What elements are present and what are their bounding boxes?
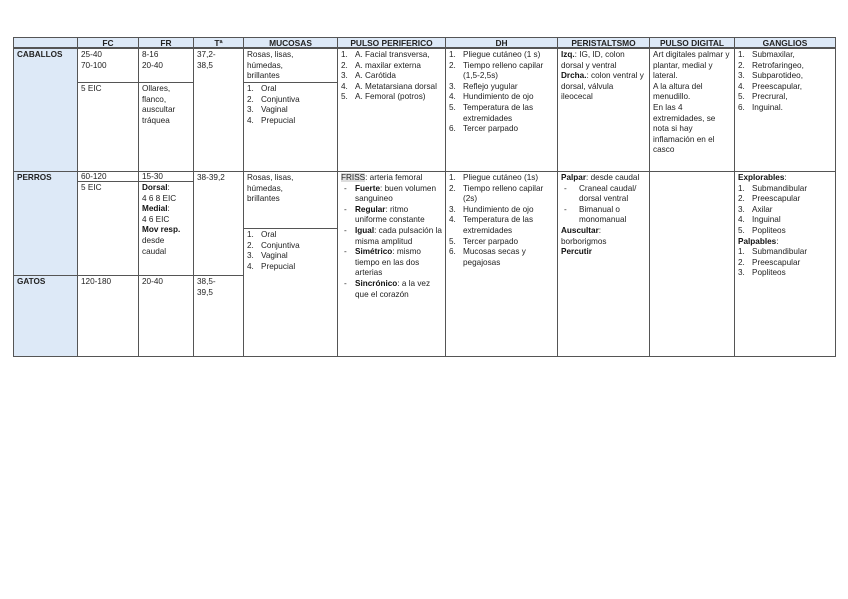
caballos-mucosas-desc	[243, 48, 338, 83]
list-item: 3. Popliteos	[738, 268, 786, 278]
text-line: Percutir	[561, 247, 592, 257]
header-dh: DH	[445, 37, 558, 48]
perros-fr: 15-30	[138, 171, 194, 182]
text-line: 4 6 8 EIC	[142, 193, 177, 203]
list-item: 4. Prepucial	[247, 261, 296, 271]
fr-value: 20-40	[142, 60, 163, 70]
caballos-peristaltismo	[557, 48, 650, 172]
text-line: En las 4 extremidades, se nota si hay inflamación en el casco	[653, 102, 716, 155]
perros-pulso-periferico	[337, 171, 446, 357]
list-item: 4. Hundimiento de ojo	[449, 92, 534, 102]
text-line: Izq.: IG, ID, colon dorsal y ventral	[561, 50, 625, 70]
text-line: 4 6 EIC	[142, 214, 170, 224]
header-pulso-periferico: PULSO PERIFERICO	[337, 37, 446, 48]
list-item: 1. Oral	[247, 84, 277, 93]
list-item: 3. Subparotideo,	[738, 71, 803, 81]
list-item: 1. A. Facial transversa,	[341, 50, 430, 59]
list-item: 3. Hundimiento de ojo	[449, 204, 534, 214]
species-perros: PERROS	[13, 171, 78, 276]
header-pulso-digital: PULSO DIGITAL	[649, 37, 735, 48]
list-item: 3. Vaginal	[247, 251, 288, 261]
text-line: Palpar: desde caudal	[561, 173, 640, 182]
list-item: 2. Tiempo relleno capilar (2s)	[449, 183, 544, 204]
caballos-pulso-periferico	[337, 48, 446, 172]
list-item: 1. Submandibular	[738, 183, 808, 193]
list-item: 3. Axilar	[738, 204, 773, 214]
list-item: 2. Retrofaringeo,	[738, 60, 804, 70]
caballos-pulso-digital	[649, 48, 735, 172]
list-item: 1. Pliegue cutáneo (1s)	[449, 173, 539, 182]
perros-fc-location: 5 EIC	[77, 181, 139, 276]
list-item: - Fuerte: buen volumen sanguineo	[344, 183, 437, 204]
caballos-dh	[445, 48, 558, 172]
gatos-fr: 20-40	[138, 275, 194, 357]
list-item: 4. Prepucial	[247, 115, 296, 125]
text-line: húmedas,	[247, 60, 283, 70]
list-item: 4. Temperatura de las extremidades	[449, 215, 534, 235]
gatos-temp	[193, 275, 244, 357]
text-line: Drcha.: colon ventral y dorsal, válvula ileocecal	[561, 71, 644, 102]
perros-dh	[445, 171, 558, 357]
text-line: borborigmos	[561, 236, 607, 246]
list-item: 1. Submandibular	[738, 247, 808, 257]
text-line: desde caudal	[142, 235, 167, 256]
list-item: 4. Inguinal	[738, 215, 781, 225]
list-item: 1. Pliegue cutáneo (1 s)	[449, 50, 541, 59]
text-line: brillantes	[247, 194, 280, 204]
text-line: A la altura del menudillo.	[653, 81, 703, 102]
gatos-fc: 120-180	[77, 275, 139, 357]
text-line: 38,5	[197, 60, 213, 70]
header-fr: FR	[138, 37, 194, 48]
species-gatos: GATOS	[13, 275, 78, 357]
caballos-fc	[77, 48, 139, 83]
perros-gatos-mucosas-list	[243, 228, 338, 357]
header-fc: FC	[77, 37, 139, 48]
list-item: 1. Oral	[247, 230, 277, 239]
list-item: 5. Precrural,	[738, 92, 788, 102]
perros-pulso-digital	[649, 171, 735, 357]
text-line: auscultar	[142, 105, 176, 115]
fc-value: 70-100	[81, 60, 107, 70]
perros-fc: 60-120	[77, 171, 139, 182]
text-line: 37,2-	[197, 50, 216, 59]
list-item: 6. Tercer parpado	[449, 124, 519, 134]
list-item: 2. Conjuntiva	[247, 240, 300, 250]
fr-value: 8-16	[142, 50, 159, 59]
perros-temp: 38-39,2	[193, 171, 244, 276]
list-item: 3. Reflejo yugular	[449, 81, 518, 91]
text-line: Medial:	[142, 204, 170, 214]
perros-ganglios	[734, 171, 836, 357]
caballos-fr	[138, 48, 194, 83]
header-peristaltismo: PERISTALTSMO	[557, 37, 650, 48]
list-item: 6. Mucosas secas y pegajosas	[449, 247, 526, 267]
text-line: Mov resp.	[142, 225, 181, 235]
perros-fr-location	[138, 181, 194, 276]
list-item: 3. A. Carótida	[341, 71, 396, 81]
list-item: - Igual: cada pulsación la misma amplitud	[344, 225, 442, 246]
caballos-fc-location: 5 EIC	[77, 82, 139, 172]
text-line: tráquea	[142, 115, 170, 125]
list-item: 4. A. Metatarsiana dorsal	[341, 81, 437, 91]
list-item: - Simétrico: mismo tiempo en las dos arterias	[344, 247, 421, 278]
list-item: 2. Tiempo relleno capilar (1,5-2,5s)	[449, 60, 544, 81]
list-item: 6. Inguinal.	[738, 102, 783, 112]
text-line: Art digitales palmar y plantar, medial y lateral.	[653, 50, 730, 81]
list-item: 5. Popliteos	[738, 225, 786, 235]
header-temp: Tª	[193, 37, 244, 48]
species-caballos: CABALLOS	[13, 48, 78, 172]
list-item: 5. A. Femoral (potros)	[341, 92, 426, 102]
header-blank	[13, 37, 78, 48]
text-line: brillantes	[247, 71, 280, 81]
list-item: 3. Vaginal	[247, 105, 288, 115]
text-line: Auscultar:	[561, 225, 602, 235]
text-line: Explorables:	[738, 173, 787, 182]
list-item: 2. Preescapular	[738, 257, 801, 267]
caballos-temp	[193, 48, 244, 172]
list-item: 1. Submaxilar,	[738, 50, 795, 59]
text-line: Ollares,	[142, 84, 171, 93]
list-item: 5. Tercer parpado	[449, 236, 519, 246]
text-line: Rosas, lisas,	[247, 173, 294, 182]
text-line: Rosas, lisas,	[247, 50, 294, 59]
list-item: 2. A. maxilar externa	[341, 60, 421, 70]
header-mucosas: MUCOSAS	[243, 37, 338, 48]
header-ganglios: GANGLIOS	[734, 37, 836, 48]
text-line: húmedas,	[247, 183, 283, 193]
text-line: FRISS: arteria femoral	[341, 173, 423, 182]
caballos-mucosas-list	[243, 82, 338, 172]
perros-peristaltismo	[557, 171, 650, 357]
list-item: 2. Preescapular	[738, 194, 801, 204]
list-item: - Sincrónico: a la vez que el corazón	[344, 278, 431, 299]
caballos-ganglios	[734, 48, 836, 172]
list-item: - Craneal caudal/ dorsal ventral	[564, 183, 637, 204]
list-item: - Regular: ritmo uniforme constante	[344, 204, 425, 225]
text-line: 39,5	[197, 287, 213, 297]
perros-mucosas-desc	[243, 171, 338, 229]
list-item: - Bimanual o monomanual	[564, 204, 627, 225]
list-item: 2. Conjuntiva	[247, 94, 300, 104]
caballos-fr-location	[138, 82, 194, 172]
text-line: 38,5-	[197, 277, 216, 286]
text-line: Dorsal:	[142, 183, 170, 192]
list-item: 4. Preescapular,	[738, 81, 803, 91]
list-item: 5. Temperatura de las extremidades	[449, 102, 534, 123]
fc-value: 25-40	[81, 50, 102, 59]
text-line: Palpables:	[738, 236, 779, 246]
text-line: flanco,	[142, 94, 167, 104]
